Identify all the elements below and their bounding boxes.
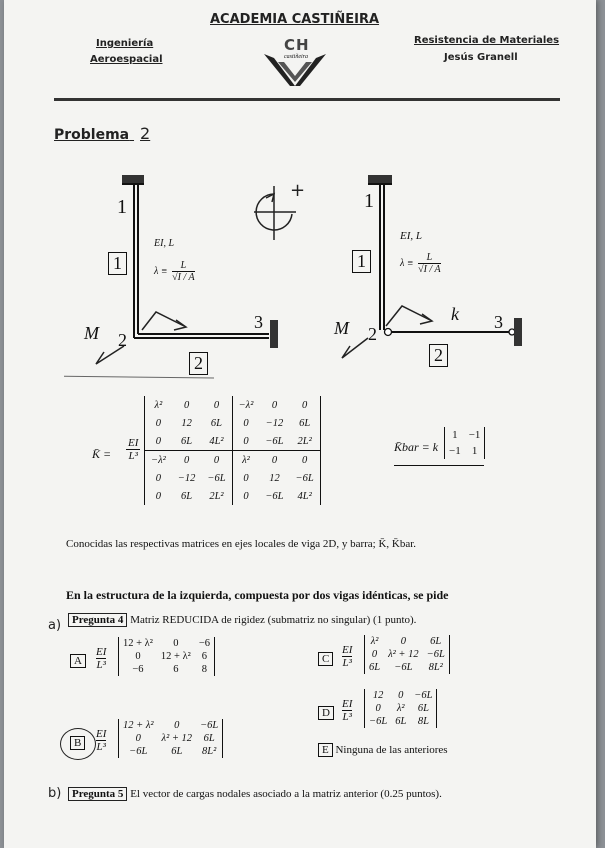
option-cell: 12 bbox=[372, 690, 384, 701]
option-row bbox=[119, 719, 223, 732]
bar-cell: 1 bbox=[471, 445, 478, 457]
degree-line1: Ingeniería bbox=[96, 38, 154, 49]
stiffness-cell: 0 bbox=[232, 432, 259, 451]
q4-hand-mark: a) bbox=[48, 618, 62, 633]
right-props: EI, L bbox=[400, 230, 422, 242]
option-c-factor: EI L³ bbox=[342, 644, 353, 669]
option-cell: 6L bbox=[203, 733, 215, 744]
left-moment-label: M bbox=[84, 323, 99, 343]
stiffness-cell: 0 bbox=[290, 451, 321, 470]
option-c-label[interactable]: C bbox=[318, 652, 333, 666]
option-cell: 0 bbox=[371, 649, 378, 660]
stiffness-factor: EI L³ bbox=[128, 437, 139, 462]
stiffness-cell: 6L bbox=[181, 490, 193, 502]
question-5 bbox=[68, 788, 442, 800]
stiffness-cell: −6L bbox=[265, 435, 284, 447]
option-cell: 8L² bbox=[202, 746, 217, 757]
logo-subtext: castiñeira bbox=[284, 54, 308, 60]
stiffness-cell: 0 bbox=[232, 414, 259, 432]
stiffness-row bbox=[145, 469, 321, 487]
option-cell: −6L bbox=[414, 690, 433, 701]
stiffness-cell: 0 bbox=[302, 399, 308, 411]
option-cell: −6L bbox=[200, 720, 219, 731]
sign-plus: + bbox=[290, 180, 306, 201]
option-row bbox=[119, 732, 223, 745]
option-e[interactable] bbox=[318, 744, 448, 756]
stiffness-lhs: K̄ = bbox=[92, 447, 112, 461]
stiffness-row bbox=[145, 414, 321, 432]
stiffness-row bbox=[145, 432, 321, 451]
question-4 bbox=[68, 614, 416, 626]
option-a-label[interactable]: A bbox=[70, 654, 86, 668]
option-row bbox=[365, 702, 437, 715]
stiffness-row bbox=[145, 451, 321, 470]
stiffness-cell: 0 bbox=[232, 469, 259, 487]
option-cell: 12 + λ² bbox=[123, 720, 154, 731]
option-cell: λ² bbox=[370, 636, 379, 647]
stiffness-cell: 2L² bbox=[297, 435, 312, 447]
left-node-2: 2 bbox=[118, 330, 127, 350]
q5-text: El vector de cargas nodales asociado a la matriz anterior (0.25 puntos). bbox=[130, 788, 442, 800]
stiffness-cell: 0 bbox=[232, 487, 259, 505]
q5-hand-mark: b) bbox=[48, 786, 62, 801]
option-row bbox=[119, 650, 215, 663]
right-lambda: λ ≡ $\frac{L}{√I / A}$ bbox=[400, 252, 441, 275]
stiffness-cell: λ² bbox=[232, 451, 259, 470]
option-cell: 6L bbox=[395, 716, 407, 727]
bar-cell: −1 bbox=[449, 445, 461, 457]
stiffness-cell: 0 bbox=[155, 417, 162, 429]
stiffness-cell: 0 bbox=[172, 451, 202, 470]
option-cell: 12 + λ² bbox=[123, 638, 153, 649]
option-b-factor: EI L³ bbox=[96, 728, 107, 753]
logo-text: CH bbox=[284, 36, 310, 54]
option-cell: 8 bbox=[201, 664, 208, 675]
option-row bbox=[365, 689, 437, 702]
option-a-factor: EI L³ bbox=[96, 646, 107, 671]
stiffness-cell: 12 bbox=[181, 417, 192, 429]
option-cell: 0 bbox=[400, 636, 406, 647]
option-cell: −6L bbox=[129, 746, 148, 757]
stiffness-cell: 2L² bbox=[209, 490, 224, 502]
stiffness-cell: −λ² bbox=[232, 396, 259, 414]
stiffness-cell: −6L bbox=[207, 472, 226, 484]
option-row bbox=[119, 745, 223, 758]
option-cell: λ² + 12 bbox=[161, 733, 193, 744]
option-a-matrix bbox=[118, 637, 215, 676]
stiffness-cell: −6L bbox=[265, 490, 284, 502]
option-cell: 0 bbox=[173, 638, 179, 649]
option-cell: 6L bbox=[369, 662, 381, 673]
stiffness-cell: λ² bbox=[154, 399, 163, 411]
left-beam-2-label: 2 bbox=[189, 352, 208, 375]
option-cell: 8L bbox=[417, 716, 429, 727]
q5-label: Pregunta 5 bbox=[68, 787, 127, 801]
stiffness-cell: 12 bbox=[269, 472, 280, 484]
stiffness-cell: 6L bbox=[210, 417, 223, 429]
stiffness-cell: 0 bbox=[201, 451, 232, 470]
stiffness-cell: 0 bbox=[155, 472, 162, 484]
option-e-text: Ninguna de las anteriores bbox=[335, 744, 448, 756]
option-cell: −6L bbox=[394, 662, 413, 673]
option-cell: 12 + λ² bbox=[160, 651, 191, 662]
left-lambda: λ ≡ $\frac{L}{√I / A}$ bbox=[154, 260, 195, 283]
left-beam-1-label: 1 bbox=[108, 252, 127, 275]
stiffness-cell: −12 bbox=[177, 472, 196, 484]
q4-text: Matriz REDUCIDA de rigidez (submatriz no singular) (1 punto). bbox=[130, 614, 417, 626]
bar-row bbox=[445, 443, 485, 459]
stiffness-cell: −λ² bbox=[145, 451, 172, 470]
option-row bbox=[365, 661, 450, 674]
option-d-label[interactable]: D bbox=[318, 706, 334, 720]
option-b-label[interactable]: B bbox=[70, 736, 85, 750]
option-cell: 0 bbox=[135, 651, 141, 662]
stiffness-row bbox=[145, 396, 321, 414]
stiffness-cell: −12 bbox=[265, 417, 284, 429]
left-node-1: 1 bbox=[117, 196, 127, 218]
bar-matrix-lhs: K̄bar = k bbox=[394, 440, 484, 466]
option-cell: λ² + 12 bbox=[388, 649, 419, 660]
teacher-name: Jesús Granell bbox=[444, 52, 518, 63]
stiffness-cell: 6L bbox=[181, 435, 193, 447]
stiffness-cell: 0 bbox=[183, 399, 190, 411]
exam-sheet bbox=[4, 0, 596, 848]
stiffness-matrix bbox=[144, 396, 321, 505]
option-row bbox=[365, 715, 437, 728]
option-b-matrix bbox=[118, 719, 223, 758]
stiffness-cell: 4L² bbox=[209, 435, 224, 447]
option-cell: 0 bbox=[174, 720, 180, 731]
subject-title: Resistencia de Materiales bbox=[414, 35, 560, 46]
stiffness-cell: 0 bbox=[155, 490, 162, 502]
option-cell: 6L bbox=[171, 746, 183, 757]
stiffness-cell: 0 bbox=[213, 399, 220, 411]
stiffness-cell: 0 bbox=[155, 435, 162, 447]
option-cell: 6L bbox=[417, 703, 429, 714]
option-cell: 8L² bbox=[428, 662, 443, 673]
q4-label: Pregunta 4 bbox=[68, 613, 127, 627]
structure-statement: En la estructura de la izquierda, compuesta por dos vigas idénticas, se pide bbox=[66, 588, 449, 602]
stiffness-cell: 6L bbox=[299, 417, 311, 429]
option-cell: 0 bbox=[398, 690, 404, 701]
stiffness-cell: −6L bbox=[295, 472, 314, 484]
option-row bbox=[365, 648, 450, 661]
option-e-label: E bbox=[318, 743, 333, 757]
option-cell: 6L bbox=[430, 636, 442, 647]
option-cell: −6L bbox=[369, 716, 388, 727]
stiffness-cell: 4L² bbox=[297, 490, 312, 502]
stiffness-cell: 0 bbox=[259, 451, 289, 470]
option-cell: −6L bbox=[426, 649, 445, 660]
bar-matrix bbox=[444, 427, 485, 459]
option-cell: 6 bbox=[201, 651, 208, 662]
option-cell: 0 bbox=[135, 733, 141, 744]
known-matrices-text: Conocidas las respectivas matrices en ejes locales de viga 2D, y barra; K̄, K̄bar. bbox=[66, 538, 417, 550]
option-row bbox=[365, 635, 450, 648]
problem-number: 2 bbox=[140, 124, 151, 143]
header-rule bbox=[54, 98, 560, 101]
option-row bbox=[119, 663, 215, 676]
right-beam-2-label: 2 bbox=[429, 344, 448, 367]
option-d-factor: EI L³ bbox=[342, 698, 353, 723]
option-cell: −6 bbox=[132, 664, 144, 675]
right-node-3: 3 bbox=[494, 312, 503, 332]
bar-cell: 1 bbox=[452, 429, 458, 441]
academy-title: ACADEMIA CASTIÑEIRA bbox=[210, 12, 380, 27]
stiffness-cell: 0 bbox=[271, 399, 278, 411]
option-cell: 0 bbox=[375, 703, 381, 714]
option-cell: −6 bbox=[198, 638, 211, 649]
degree-line2: Aeroespacial bbox=[90, 54, 163, 65]
bar-row bbox=[445, 427, 485, 443]
left-node-3: 3 bbox=[254, 312, 263, 332]
option-cell: λ² bbox=[396, 703, 405, 714]
spring-label: k bbox=[451, 304, 459, 324]
right-node-2: 2 bbox=[368, 324, 377, 344]
right-beam-1-label: 1 bbox=[352, 250, 371, 273]
option-d-matrix bbox=[364, 689, 437, 728]
option-c-matrix bbox=[364, 635, 450, 674]
option-cell: 6 bbox=[173, 664, 179, 675]
right-node-1: 1 bbox=[364, 190, 374, 212]
left-props: EI, L bbox=[154, 238, 174, 249]
stiffness-row bbox=[145, 487, 321, 505]
bar-cell: −1 bbox=[468, 429, 481, 441]
option-row bbox=[119, 637, 215, 650]
problem-label: Problema 2 bbox=[54, 124, 151, 143]
right-moment-label: M bbox=[334, 318, 349, 338]
